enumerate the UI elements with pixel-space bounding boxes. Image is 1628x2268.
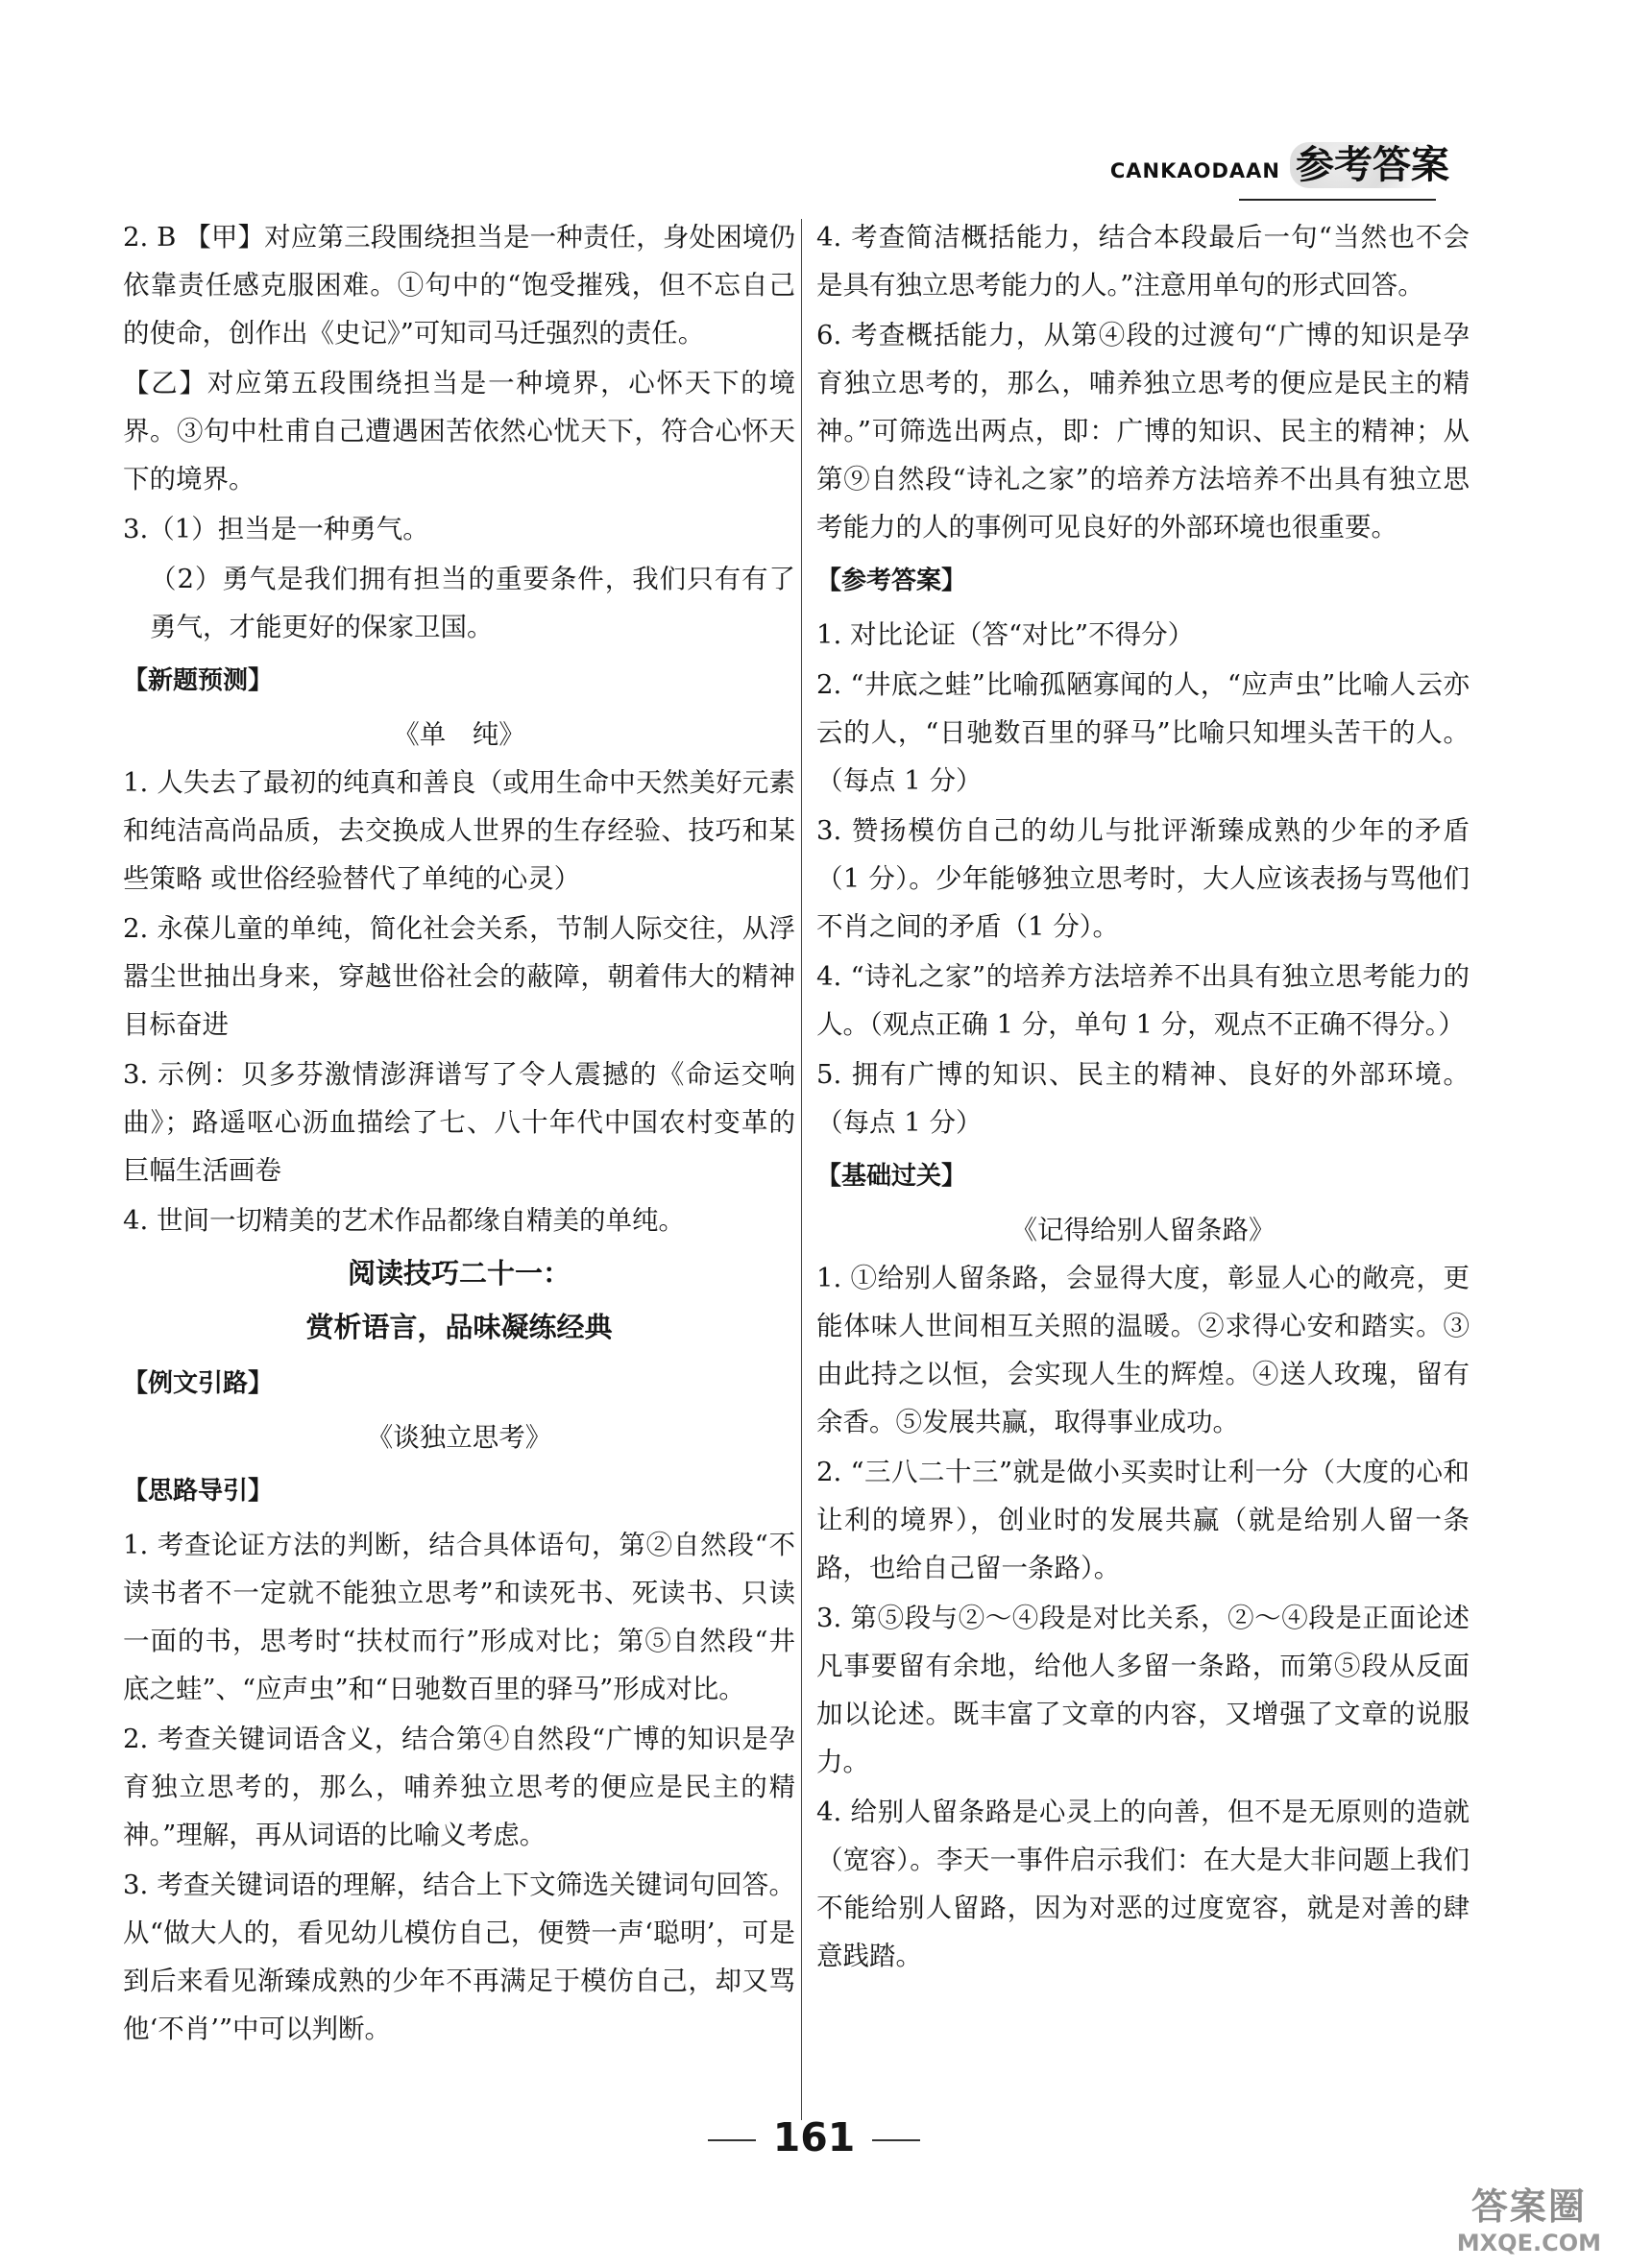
page-footer <box>0 2114 1628 2160</box>
article-title: 《谈独立思考》 <box>366 1422 552 1453</box>
right-column <box>816 213 1470 1982</box>
page-header <box>1110 142 1455 188</box>
answer-item: 4. 世间一切精美的艺术作品都缘自精美的单纯。 <box>123 1205 685 1236</box>
column-divider <box>801 219 802 2120</box>
answer-item: 【乙】对应第五段围绕担当是一种境界，心怀天下的境界。③句中杜甫自己遭遇困苦依然心忧天下，符合心怀天下的境界。 <box>123 368 795 495</box>
answer-item: 3.（1）担当是一种勇气。 <box>123 514 429 544</box>
answer-item: 4. 给别人留条路是心灵上的向善，但不是无原则的造就（宽容）。李天一事件启示我们：在大是大非问题上我们不能给别人留路，因为对恶的过度宽容，就是对善的肆意践踏。 <box>816 1797 1470 1971</box>
answer-item: （2）勇气是我们拥有担当的重要条件，我们只有有了勇气，才能更好的保家卫国。 <box>150 564 795 642</box>
answer-item: 3. 示例：贝多芬激情澎湃谱写了令人震撼的《命运交响曲》；路遥呕心沥血描绘了七、八十年代中国农村变革的巨幅生活画卷 <box>123 1059 795 1186</box>
page-number: 161 <box>772 2114 856 2160</box>
answer-item: 2. 永葆儿童的单纯，简化社会关系，节制人际交往，从浮嚣尘世抽出身来，穿越世俗社会的蔽障，朝着伟大的精神目标奋进 <box>123 913 795 1040</box>
brand-english: CANKAODAAN <box>1109 159 1280 182</box>
answer-item: 3. 赞扬模仿自己的幼儿与批评渐臻成熟的少年的矛盾（1 分）。少年能够独立思考时，大人应该表扬与骂他们不肖之间的矛盾（1 分）。 <box>816 815 1470 942</box>
section-tag-example: 【例文引路】 <box>123 1369 274 1398</box>
article-title: 《记得给别人留条路》 <box>1010 1215 1276 1245</box>
footer-dash-right <box>872 2139 920 2141</box>
section-tag-answers: 【参考答案】 <box>816 567 967 595</box>
section-tag-basic: 【基础过关】 <box>816 1162 967 1191</box>
watermark-text: 答案圈 <box>1470 2185 1587 2228</box>
chapter-subtitle: 赏析语言，品味凝练经典 <box>305 1311 613 1343</box>
answer-item: 1. ①给别人留条路，会显得大度，彰显人心的敞亮，更能体味人世间相互关照的温暖。②求得心安和踏实。③由此持之以恒，会实现人生的辉煌。④送人玫瑰，留有余香。⑤发展共赢，取得事业成功。 <box>816 1263 1470 1437</box>
answer-item: 1. 考查论证方法的判断，结合具体语句，第②自然段“不读书者不一定就不能独立思考”和读死书、死读书、只读一面的书，思考时“扶杖而行”形成对比；第⑤自然段“井底之蛙”、“应声虫”和“日驰数百里的驿马”形成对比。 <box>123 1530 795 1704</box>
brand-logo-text: 参考答案 <box>1290 142 1455 188</box>
answer-item: 2. “三八二十三”就是做小买卖时让利一分（大度的心和让利的境界），创业时的发展共赢（就是给别人留一条路，也给自己留一条路）。 <box>816 1457 1470 1583</box>
answer-item: 3. 考查关键词语的理解，结合上下文筛选关键词句回答。从“做大人的，看见幼儿模仿自己，便赞一声‘聪明’，可是到后来看见渐臻成熟的少年不再满足于模仿自己，却又骂他‘不肖’”中可以判断。 <box>123 1870 795 2044</box>
chapter-title: 阅读技巧二十一： <box>347 1257 571 1290</box>
answer-item: 2. “井底之蛙”比喻孤陋寡闻的人，“应声虫”比喻人云亦云的人，“日驰数百里的驿马”比喻只知埋头苦干的人。（每点 1 分） <box>816 669 1470 796</box>
section-tag-guide: 【思路导引】 <box>123 1477 274 1506</box>
answer-item: 6. 考查概括能力，从第④段的过渡句“广博的知识是孕育独立思考的，那么，哺养独立思考的便应是民主的精神。”可筛选出两点，即：广博的知识、民主的精神；从第⑨自然段“诗礼之家”的培养方法培养不出具有独立思考能力的人的事例可见良好的外部环境也很重要。 <box>816 320 1470 543</box>
answer-item: 5. 拥有广博的知识、民主的精神、良好的外部环境。（每点 1 分） <box>816 1059 1470 1138</box>
left-column <box>123 213 795 2055</box>
answer-item: 2. 考查关键词语含义，结合第④自然段“广博的知识是孕育独立思考的，那么，哺养独立思考的便应是民主的精神。”理解，再从词语的比喻义考虑。 <box>123 1724 795 1850</box>
answer-item: 1. 人失去了最初的纯真和善良（或用生命中天然美好元素和纯洁高尚品质，去交换成人世界的生存经验、技巧和某些策略 或世俗经验替代了单纯的心灵） <box>123 767 795 894</box>
footer-dash-left <box>708 2139 756 2141</box>
watermark <box>1457 2177 1601 2256</box>
answer-item: 2. B 【甲】对应第三段围绕担当是一种责任，身处困境仍依靠责任感克服困难。①句中的“饱受摧残，但不忘自己的使命，创作出《史记》”可知司马迁强烈的责任。 <box>123 222 795 349</box>
answer-item: 1. 对比论证（答“对比”不得分） <box>816 619 1195 650</box>
article-title: 《单 纯》 <box>393 719 525 750</box>
section-tag-new-questions: 【新题预测】 <box>123 666 274 695</box>
answer-item: 4. “诗礼之家”的培养方法培养不出具有独立思考能力的人。（观点正确 1 分，单句 1 分，观点不正确不得分。） <box>816 961 1470 1040</box>
header-rule <box>1239 199 1436 201</box>
answer-item: 4. 考查简洁概括能力，结合本段最后一句“当然也不会是具有独立思考能力的人。”注意用单句的形式回答。 <box>816 222 1470 301</box>
watermark-url: MXQE.COM <box>1456 2230 1601 2256</box>
answer-item: 3. 第⑤段与②～④段是对比关系，②～④段是正面论述凡事要留有余地，给他人多留一条路，而第⑤段从反面加以论述。既丰富了文章的内容，又增强了文章的说服力。 <box>816 1603 1470 1777</box>
